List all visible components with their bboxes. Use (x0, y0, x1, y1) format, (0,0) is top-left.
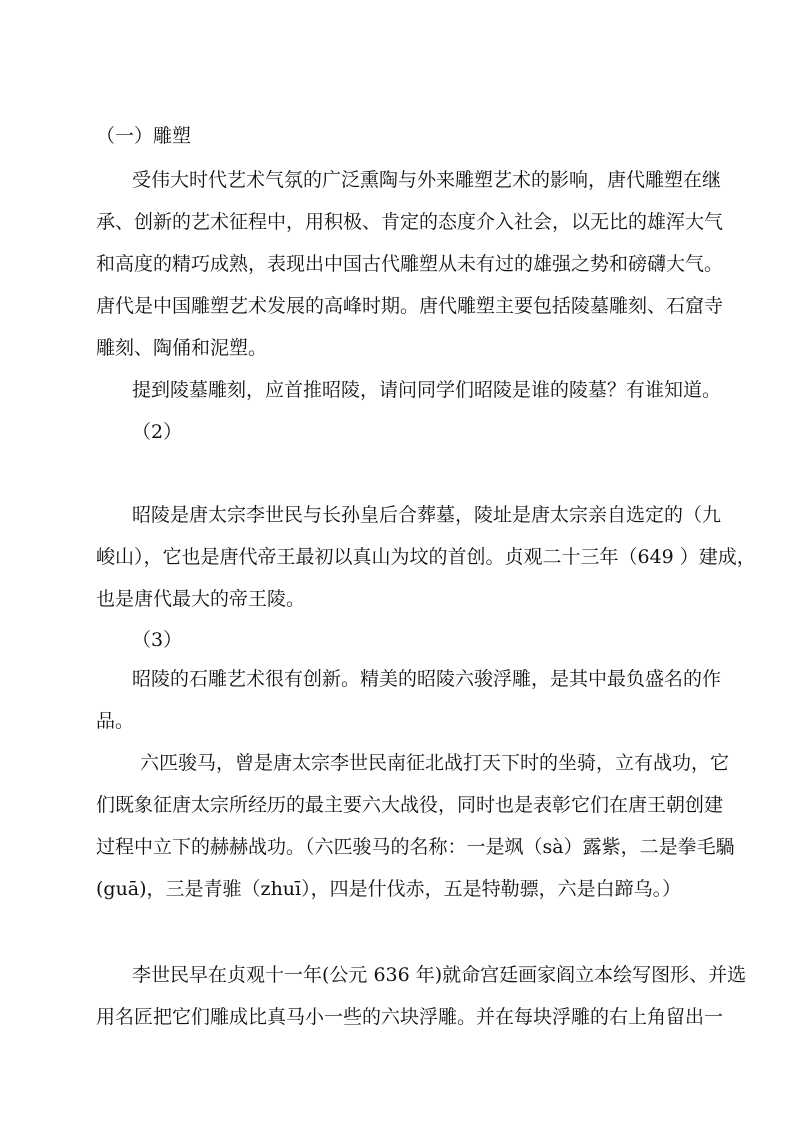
paragraph4-line4: (guā)，三是青骓（zhuī），四是什伐赤，五是特勒骠，六是白蹄乌。） (96, 878, 682, 900)
paragraph4-line3: 过程中立下的赫赫战功。（六匹骏马的名称：一是飒（sà）露紫，二是拳毛騧 (96, 836, 735, 858)
section-heading: （一）雕塑 (96, 125, 192, 147)
paragraph1-line4: 唐代是中国雕塑艺术发展的高峰时期。唐代雕塑主要包括陵墓雕刻、石窟寺 (96, 295, 724, 317)
paragraph5-line2: 用名匠把它们雕成比真马小一些的六块浮雕。并在每块浮雕的右上角留出一 (96, 1006, 724, 1028)
paragraph1-line1: 受伟大时代艺术气氛的广泛熏陶与外来雕塑艺术的影响，唐代雕塑在继 (132, 169, 722, 191)
question-line: 提到陵墓雕刻，应首推昭陵，请问同学们昭陵是谁的陵墓？有谁知道。 (132, 379, 722, 401)
paragraph1-line2: 承、创新的艺术征程中，用积极、肯定的态度介入社会，以无比的雄浑大气 (96, 211, 724, 233)
paragraph4-line2: 们既象征唐太宗所经历的最主要六大战役，同时也是表彰它们在唐王朝创建 (96, 794, 724, 816)
paragraph3-line2: 品。 (96, 710, 135, 732)
paragraph1-line3: 和高度的精巧成熟，表现出中国古代雕塑从未有过的雄强之势和磅礴大气。 (96, 253, 724, 275)
marker-3: （3） (132, 629, 183, 651)
paragraph2-line1: 昭陵是唐太宗李世民与长孙皇后合葬墓，陵址是唐太宗亲自选定的（九 (132, 504, 722, 526)
paragraph2-line3: 也是唐代最大的帝王陵。 (96, 588, 306, 610)
paragraph5-line1: 李世民早在贞观十一年(公元 636 年)就命宫廷画家阎立本绘写图形、并选 (132, 964, 747, 986)
paragraph4-line1: 六匹骏马，曾是唐太宗李世民南征北战打天下时的坐骑，立有战功，它 (140, 752, 730, 774)
paragraph3-line1: 昭陵的石雕艺术很有创新。精美的昭陵六骏浮雕，是其中最负盛名的作 (132, 668, 722, 690)
marker-2: （2） (132, 421, 183, 443)
paragraph2-line2: 峻山），它也是唐代帝王最初以真山为坟的首创。贞观二十三年（649 ）建成， (96, 546, 756, 568)
paragraph1-line5: 雕刻、陶俑和泥塑。 (96, 337, 268, 359)
